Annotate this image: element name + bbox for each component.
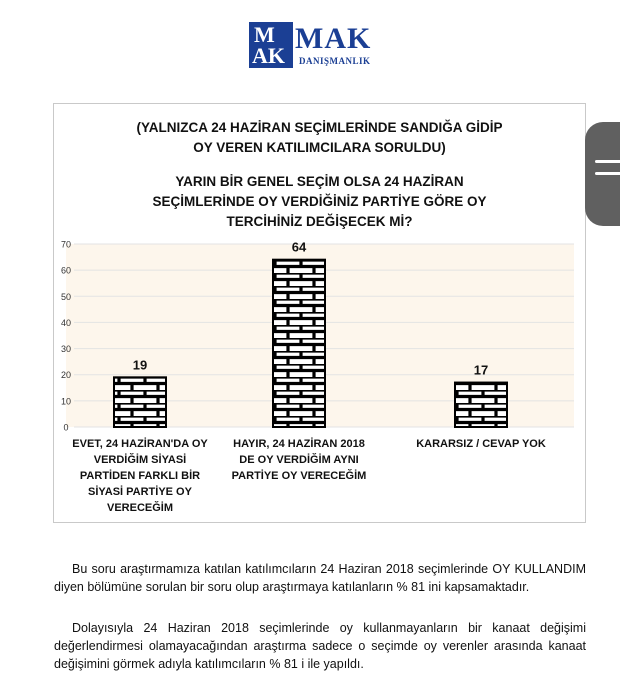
y-tick-label: 50 (60, 291, 72, 302)
logo-name: MAK (295, 22, 372, 55)
category-label: VERDİĞİM SİYASİ (93, 454, 187, 466)
y-tick-label: 30 (60, 344, 72, 355)
note-line: OY VEREN KATILIMCILARA SORULDU) (193, 140, 446, 155)
chart-panel (53, 103, 586, 523)
category-label: EVET, 24 HAZİRAN'DA OY (72, 438, 208, 450)
logo-mark-top: M (254, 22, 275, 47)
title-line: YARIN BİR GENEL SEÇİM OLSA 24 HAZİRAN (175, 174, 464, 189)
data-label: 64 (291, 239, 307, 255)
category-label: VERECEĞİM (106, 502, 174, 514)
category-label: KARARSIZ / CEVAP YOK (416, 438, 546, 450)
category-label: HAYIR, 24 HAZİRAN 2018 (233, 438, 365, 450)
y-tick-label: 60 (60, 265, 72, 276)
title-line: TERCİHİNİZ DEĞİŞECEK Mİ? (226, 214, 413, 229)
paragraph: Bu soru araştırmamıza katılan katılımcıların 24 Haziran 2018 seçimlerinde OY KULLANDIM diyen bölümüne sorulan bir soru olup araştırmaya katılanların % 81 ini kapsamaktadır. (54, 562, 586, 594)
logo-subtitle: DANIŞMANLIK (299, 56, 371, 66)
y-tick-label: 20 (60, 370, 72, 381)
y-tick-label: 70 (60, 239, 72, 250)
category-label: PARTİDEN FARKLI BİR (79, 470, 201, 482)
side-menu-tab[interactable] (585, 122, 620, 226)
category-label: PARTİYE OY VERECEĞİM (231, 470, 367, 482)
bar (455, 383, 507, 427)
category-label: SİYASİ PARTİYE OY (88, 486, 192, 498)
menu-line-icon (595, 172, 620, 175)
y-tick-label: 40 (60, 317, 72, 328)
mak-logo (249, 22, 381, 70)
menu-line-icon (595, 160, 620, 163)
logo-mark (249, 22, 293, 68)
paragraph: Dolayısıyla 24 Haziran 2018 seçimlerinde oy kullanmayanların bir kanaat değişimi değerlendirmesi olamayacağından araştırma sadece o seçimde oy verenler arasında kanaat değişimini görmek adıyla katılımcıların % 81 i ile yapıldı. (54, 621, 586, 671)
bar-chart (54, 104, 585, 522)
y-tick-label: 0 (63, 422, 69, 433)
y-tick-label: 10 (60, 396, 72, 407)
title-line: SEÇİMLERİNDE OY VERDİĞİNİZ PARTİYE GÖRE OY (152, 194, 487, 209)
bar (273, 260, 325, 427)
category-label: DE OY VERDİĞİM AYNI (239, 454, 359, 466)
bar (114, 377, 166, 427)
logo-mark-bottom: AK (252, 43, 285, 68)
data-label: 17 (473, 362, 489, 378)
note-line: (YALNIZCA 24 HAZİRAN SEÇİMLERİNDE SANDIĞA GİDİP (136, 120, 503, 135)
data-label: 19 (132, 357, 148, 373)
